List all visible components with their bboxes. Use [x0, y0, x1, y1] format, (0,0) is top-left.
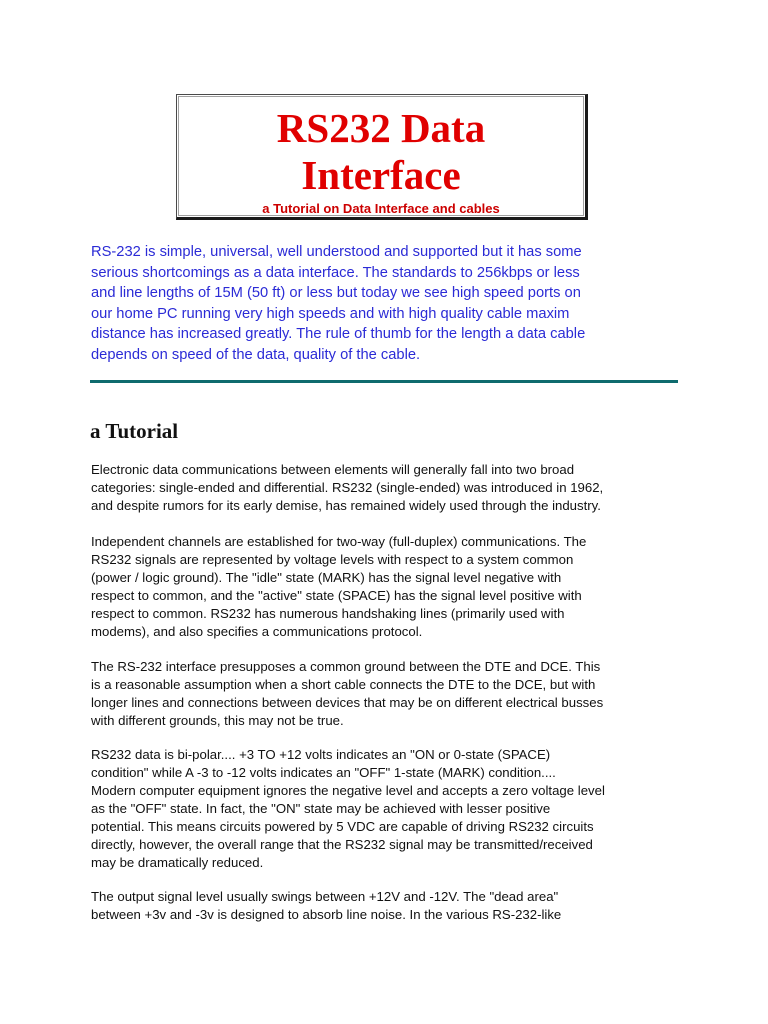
body-paragraph-2 [91, 533, 691, 641]
paragraph-line: directly, however, the overall range that the RS232 signal may be transmitted/received [91, 837, 593, 852]
title-box [176, 94, 588, 220]
section-heading: a Tutorial [90, 419, 179, 443]
paragraph-line: longer lines and connections between devices that may be on different electrical busses [91, 695, 604, 710]
intro-line: and line lengths of 15M (50 ft) or less but today we see high speed ports on [91, 285, 581, 301]
paragraph-line: with different grounds, this may not be true. [91, 713, 344, 728]
paragraph-line: modems), and also specifies a communications protocol. [91, 624, 423, 639]
title-line-2: Interface [301, 152, 461, 198]
paragraph-line: Independent channels are established for two-way (full-duplex) communications. The [91, 534, 587, 549]
page-subtitle: a Tutorial on Data Interface and cables [262, 201, 500, 216]
paragraph-line: as the "OFF" state. In fact, the "ON" state may be achieved with lesser positive [91, 801, 551, 816]
intro-line: depends on speed of the data, quality of the cable. [91, 346, 421, 363]
paragraph-line: RS232 data is bi-polar.... +3 TO +12 volts indicates an "ON or 0-state (SPACE) [91, 747, 551, 762]
paragraph-line: (power / logic ground). The "idle" state (MARK) has the signal level negative with [91, 570, 562, 585]
intro-line: our home PC running very high speeds and with high quality cable maxim [91, 305, 570, 322]
intro-line: serious shortcomings as a data interface. The standards to 256kbps or less [91, 264, 580, 281]
paragraph-line: The RS-232 interface presupposes a common ground between the DTE and DCE. This [91, 659, 601, 674]
paragraph-line: potential. This means circuits powered by 5 VDC are capable of driving RS232 circuits [91, 819, 594, 834]
horizontal-divider [90, 380, 678, 383]
paragraph-line: is a reasonable assumption when a short cable connects the DTE to the DCE, but with [91, 677, 596, 692]
body-paragraph-1 [91, 461, 691, 515]
page-title [177, 105, 585, 199]
paragraph-line: and despite rumors for its early demise, has remained widely used through the industry. [91, 498, 601, 513]
body-paragraph-4 [91, 746, 691, 872]
paragraph-line: Electronic data communications between elements will generally fall into two broad [91, 462, 575, 477]
paragraph-line: respect to common. RS232 has numerous handshaking lines (primarily used with [91, 606, 565, 621]
intro-line: RS-232 is simple, universal, well understood and supported but it has some [91, 244, 582, 260]
intro-paragraph [91, 242, 691, 365]
body-paragraph-3 [91, 658, 691, 730]
paragraph-line: Modern computer equipment ignores the negative level and accepts a zero voltage level [91, 783, 605, 798]
paragraph-line: RS232 signals are represented by voltage levels with respect to a system common [91, 552, 574, 567]
paragraph-line: between +3v and -3v is designed to absorb line noise. In the various RS-232-like [91, 907, 562, 922]
title-line-1: RS232 Data [276, 105, 486, 151]
intro-line: distance has increased greatly. The rule of thumb for the length a data cable [91, 326, 586, 342]
paragraph-line: may be dramatically reduced. [91, 855, 264, 870]
paragraph-line: condition" while A -3 to -12 volts indicates an "OFF" 1-state (MARK) condition.... [91, 765, 556, 780]
paragraph-line: The output signal level usually swings between +12V and -12V. The "dead area" [91, 889, 559, 904]
body-paragraph-5 [91, 888, 691, 924]
paragraph-line: categories: single-ended and differential. RS232 (single-ended) was introduced in 1962, [91, 480, 604, 495]
paragraph-line: respect to common, and the "active" state (SPACE) has the signal level positive with [91, 588, 582, 603]
